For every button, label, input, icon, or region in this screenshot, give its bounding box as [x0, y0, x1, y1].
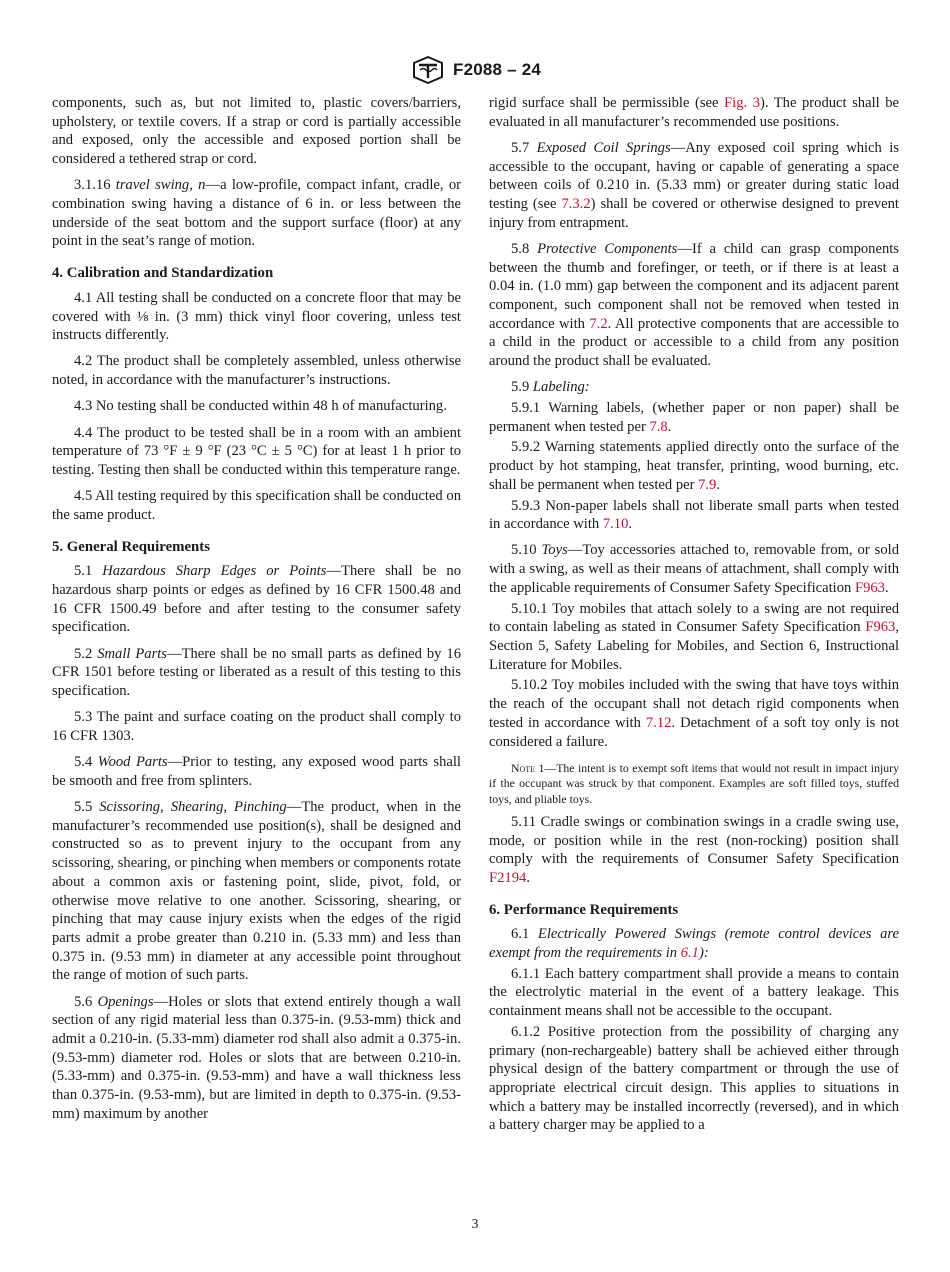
paragraph-5-4: 5.4 Wood Parts—Prior to testing, any exposed wood parts shall be smooth and free from splinters.: [52, 754, 461, 789]
link-7-8[interactable]: 7.8: [649, 418, 668, 435]
paragraph-5-11: 5.11 Cradle swings or combination swings in a cradle swing use, mode, or position while in the rest (non-rocking) position shall comply with the requirements of Consumer Safety Specification F2194.: [489, 813, 899, 886]
section-heading-5: 5. General Requirements: [52, 538, 210, 555]
paragraph-4-4: 4.4 The product to be tested shall be in a room with an ambient temperature of 73 °F ± 9 °F (23 °C ± 5 °C) for at least 1 h prior to testing. Testing then shall be conducted within this temperature range.: [52, 424, 461, 478]
paragraph-4-2: 4.2 The product shall be completely assembled, unless otherwise noted, in accordance with the manufacturer’s instructions.: [52, 353, 461, 389]
paragraph-5-1: 5.1 Hazardous Sharp Edges or Points—There shall be no hazardous sharp points or edges as defined by 16 CFR 1500.48 and 16 CFR 1500.49 before and after testing to the consumer safety specification.: [52, 563, 461, 636]
paragraph-4-3: 4.3 No testing shall be conducted within 48 h of manufacturing.: [74, 398, 447, 415]
note-1: Note 1—The intent is to exempt soft items that would not result in impact injury if the occupant was struck by that component. Examples are soft filled toys, stuffed toys, and pliable toys.: [489, 761, 899, 806]
left-column: [52, 94, 461, 1131]
paragraph-6-1-2: 6.1.2 Positive protection from the possibility of charging any primary (non-rechargeable) battery shall be achieved either through physical design of the battery compartment or through the use of appropriate electrical circuit design. This applies to situations in which a battery may be installed incorrectly (reversed), and in which a battery charger may be applied to a: [489, 1023, 899, 1134]
astm-logo-icon: [409, 56, 447, 84]
link-7-2[interactable]: 7.2: [589, 315, 608, 332]
paragraph-5-10: 5.10 Toys—Toy accessories attached to, removable from, or sold with a swing, as well as their means of attachment, shall comply with the applicable requirements of Consumer Safety Specification F963.: [489, 542, 899, 596]
note-label: Note 1: [511, 761, 545, 776]
link-f963-2[interactable]: F963: [865, 619, 896, 636]
section-heading-6: 6. Performance Requirements: [489, 901, 679, 918]
right-column: [489, 94, 899, 1137]
link-6-1[interactable]: 6.1: [680, 945, 699, 962]
paragraph-5-9-2: 5.9.2 Warning statements applied directly onto the surface of the product by hot stamping, heat transfer, printing, wood burning, etc. shall be permanent when tested per 7.9.: [489, 439, 899, 493]
term-travel-swing: travel swing, n: [115, 177, 206, 194]
page-number: 3: [471, 1216, 479, 1231]
paragraph-5-2: 5.2 Small Parts—There shall be no small parts as defined by 16 CFR 1501 before testing or liberated as a result of this testing to this specification.: [52, 645, 461, 699]
link-f2194[interactable]: F2194: [489, 869, 527, 886]
document-id: F2088 – 24: [452, 60, 541, 79]
link-7-12[interactable]: 7.12: [645, 714, 672, 731]
paragraph-5-8: 5.8 Protective Components—If a child can grasp components between the thumb and forefinger, or teeth, or if there is at least a 0.04 in. (1.0 mm) gap between the component and its adjacent parent component, such component shall not be removed when tested in accordance with 7.2. All protective components that are accessible to a child in the product or accessible to a child from any position around the product shall be evaluated.: [489, 240, 900, 370]
paragraph-4-1: 4.1 All testing shall be conducted on a concrete floor that may be covered with ⅛ in. (3 mm) thick vinyl floor covering, unless test instructs differently.: [52, 289, 461, 344]
page-header: [0, 56, 950, 84]
paragraph-4-5: 4.5 All testing required by this specification shall be conducted on the same product.: [52, 488, 461, 523]
link-7-10[interactable]: 7.10: [602, 516, 629, 533]
link-f963[interactable]: F963: [854, 579, 885, 596]
paragraph-5-6-continued: rigid surface shall be permissible (see Fig. 3). The product shall be evaluated in all manufacturer’s recommended use positions.: [489, 95, 899, 130]
paragraph-5-10-2: 5.10.2 Toy mobiles included with the swing that have toys within the reach of the occupant shall not detach rigid components when tested in accordance with 7.12. Detachment of a soft toy only is not considered a failure.: [489, 677, 900, 750]
section-heading-4: 4. Calibration and Standardization: [52, 265, 274, 282]
link-7-3-2[interactable]: 7.3.2: [561, 196, 591, 213]
paragraph-3-1-16: 3.1.16 travel swing, n—a low-profile, compact infant, cradle, or combination swing having a distance of 6 in. or less between the underside of the seat bottom and the support surface (floor) at any point in the seat’s range of motion.: [52, 177, 461, 250]
paragraph-5-9: 5.9 Labeling:: [511, 379, 590, 396]
paragraph-continued: components, such as, but not limited to, plastic covers/barriers, upholstery, or textile covers. If a strap or cord is partially accessible and exposed, only the accessible and exposed portion shall be considered a tethered strap or cord.: [52, 95, 461, 168]
link-fig-3[interactable]: Fig. 3: [724, 95, 760, 111]
paragraph-5-9-1: 5.9.1 Warning labels, (whether paper or non paper) shall be permanent when tested per 7.8.: [489, 400, 899, 435]
paragraph-5-7: 5.7 Exposed Coil Springs—Any exposed coil spring which is accessible to the occupant, having or capable of generating a space between coils of 0.210 in. (5.33 mm) or greater during static load testing (see 7.3.2) shall be covered or otherwise designed to prevent injury from entrapment.: [489, 139, 899, 231]
paragraph-5-5: 5.5 Scissoring, Shearing, Pinching—The product, when in the manufacturer’s recommended use position(s), shall be designed and constructed so as to prevent injury to the occupant from any scissoring, shearing, or pinching when members or components rotate about a common axis or fastening point, slide, pivot, fold, or otherwise move relative to one another. Scissoring, shearing, or pinching that may cause injury exists when the edges of the rigid parts admit a probe greater than 0.210 in. (5.33 mm) and less than 0.375 in. (9.53 mm) in diameter at any accessible point throughout the range of motion of such parts.: [52, 799, 461, 984]
paragraph-5-10-1: 5.10.1 Toy mobiles that attach solely to a swing are not required to contain labeling as stated in Consumer Safety Specification F963, Section 5, Safety Labeling for Mobiles, and Section 6, Instructional Literature for Mobiles.: [489, 600, 899, 673]
paragraph-5-9-3: 5.9.3 Non-paper labels shall not liberate small parts when tested in accordance with 7.10.: [489, 497, 899, 533]
paragraph-5-6: 5.6 Openings—Holes or slots that extend entirely though a wall section of any rigid material less than 0.375-in. (9.53-mm) thick and admit a 0.210-in. (5.33-mm) diameter rod shall also admit a 0.375-in. (9.53-mm) diameter rod. Holes or slots that are between 0.210-in. (5.33-mm) and 0.375-in. (9.53-mm) and have a wall thickness less than 0.375-in. (9.53-mm), but are limited in depth to 0.375-in. (9.53-mm) maximum by another: [52, 993, 461, 1122]
paragraph-6-1: 6.1 Electrically Powered Swings (remote control devices are exempt from the requirements in 6.1):: [489, 926, 899, 962]
paragraph-5-3: 5.3 The paint and surface coating on the product shall comply to 16 CFR 1303.: [52, 709, 461, 744]
paragraph-6-1-1: 6.1.1 Each battery compartment shall provide a means to contain the electrolytic material in the event of a battery leakage. This containment means shall not be accessible to the occupant.: [489, 965, 899, 1020]
link-7-9[interactable]: 7.9: [698, 476, 717, 493]
